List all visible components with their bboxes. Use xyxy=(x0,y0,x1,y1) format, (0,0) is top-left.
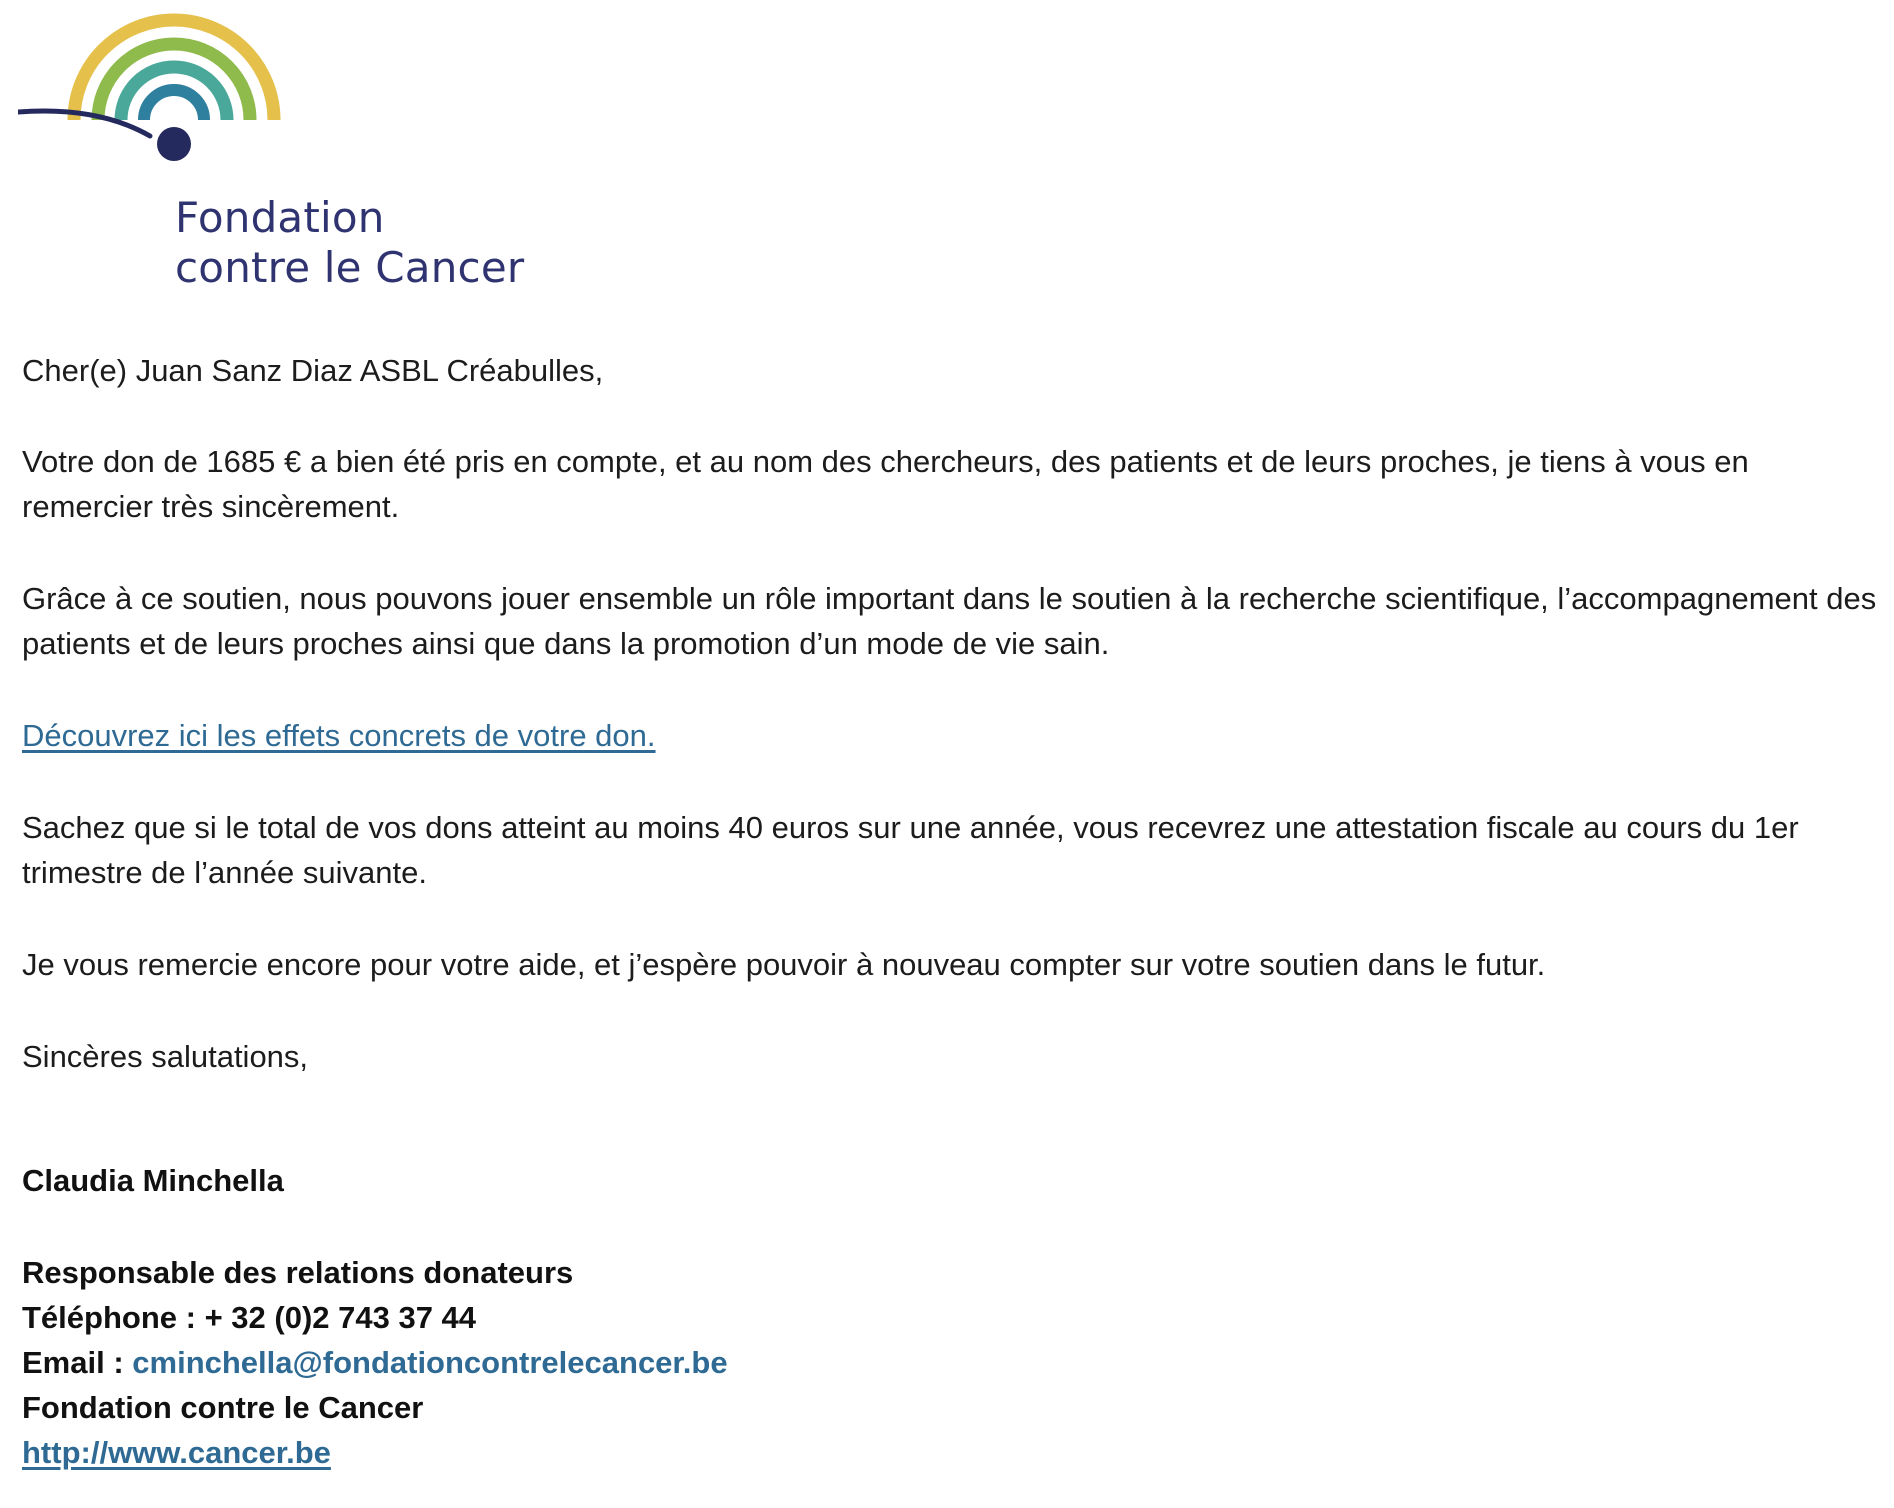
signature-email xyxy=(22,1340,1882,1385)
signature-block xyxy=(22,1158,1882,1475)
website-link[interactable]: http://www.cancer.be xyxy=(22,1435,331,1470)
email-link[interactable]: cminchella@fondationcontrelecancer.be xyxy=(132,1345,728,1380)
email-label: Email : xyxy=(22,1345,124,1380)
effects-link[interactable]: Découvrez ici les effets concrets de votre don. xyxy=(22,718,656,753)
rainbow-logo-icon xyxy=(18,8,318,168)
paragraph-thanks: Je vous remercie encore pour votre aide, et j’espère pouvoir à nouveau compter sur votre soutien dans le futur. xyxy=(22,947,1546,982)
phone-number: + 32 (0)2 743 37 44 xyxy=(204,1300,477,1335)
fondation-logo xyxy=(18,8,578,308)
greeting: Cher(e) Juan Sanz Diaz ASBL Créabulles, xyxy=(22,353,604,388)
paragraph-impact: Grâce à ce soutien, nous pouvons jouer ensemble un rôle important dans le soutien à la recherche scientifique, l’accompagnement des patients et de leurs proches ainsi que dans la promotion d’un mode de vie sain. xyxy=(22,581,1877,661)
closing: Sincères salutations, xyxy=(22,1039,309,1074)
signature-org: Fondation contre le Cancer xyxy=(22,1390,424,1425)
signature-name: Claudia Minchella xyxy=(22,1163,284,1198)
letter-body xyxy=(22,348,1882,1475)
phone-label: Téléphone : xyxy=(22,1300,196,1335)
signature-phone xyxy=(22,1295,1882,1340)
logo-line-1: Fondation xyxy=(175,193,385,242)
logo-wordmark xyxy=(175,193,524,293)
paragraph-donation: Votre don de 1685 € a bien été pris en compte, et au nom des chercheurs, des patients et de leurs proches, je tiens à vous en remercier très sincèrement. xyxy=(22,444,1749,524)
paragraph-tax: Sachez que si le total de vos dons atteint au moins 40 euros sur une année, vous recevrez une attestation fiscale au cours du 1er trimestre de l’année suivante. xyxy=(22,810,1799,890)
signature-website xyxy=(22,1430,1882,1475)
signature-role: Responsable des relations donateurs xyxy=(22,1255,574,1290)
effects-paragraph xyxy=(22,713,1882,758)
logo-line-2: contre le Cancer xyxy=(175,243,525,292)
